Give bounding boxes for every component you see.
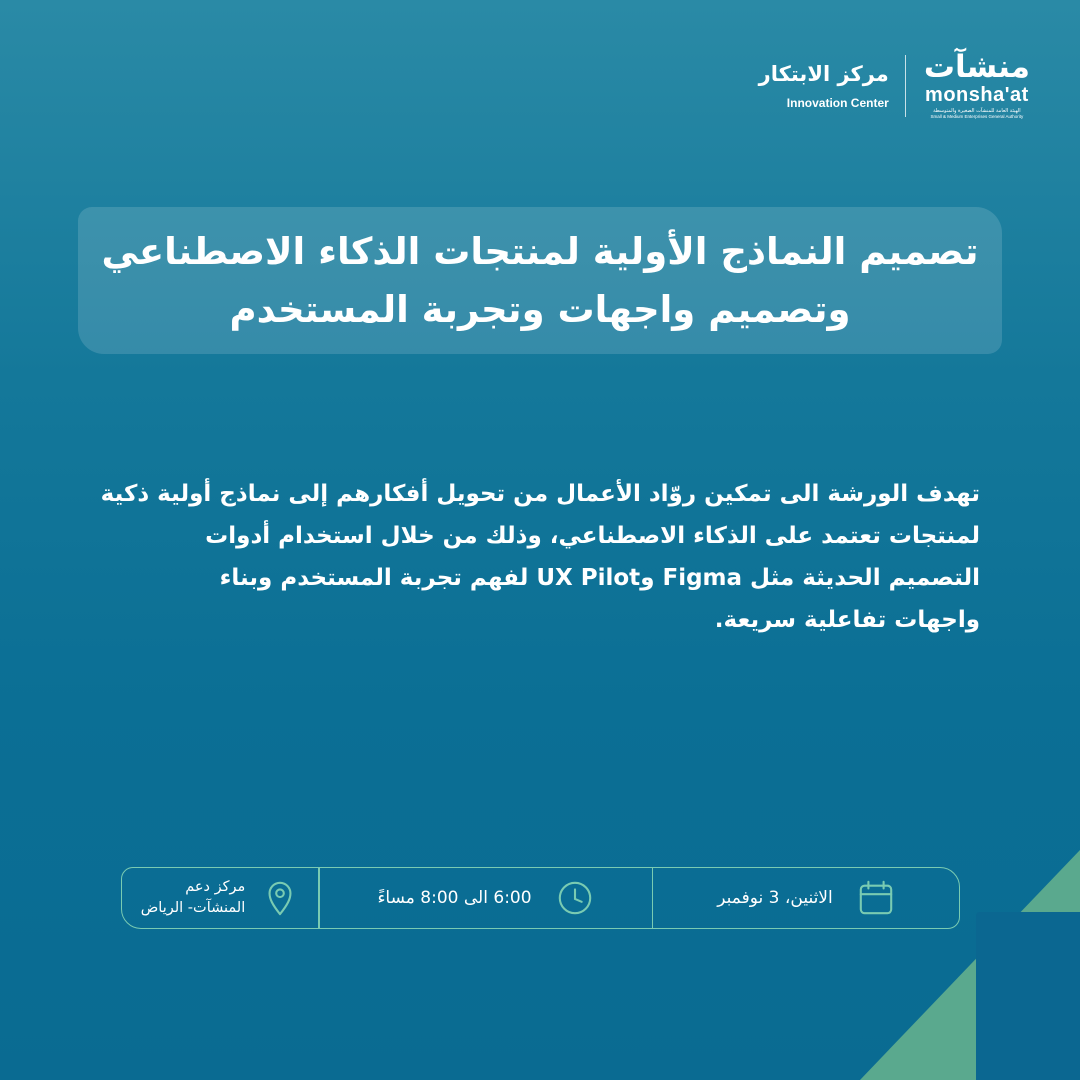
- monshaat-logo-english: monsha'at: [925, 84, 1029, 106]
- event-location-text: [141, 877, 245, 919]
- monshaat-subtitle-english: Small & Medium Enterprises General Authority: [930, 114, 1024, 119]
- title-box: [78, 207, 1002, 354]
- workshop-description: [100, 473, 980, 641]
- monshaat-logo: [923, 49, 1030, 119]
- workshop-title: [101, 223, 978, 339]
- event-location: [122, 868, 318, 928]
- description-line-2: لمنتجات تعتمد على الذكاء الاصطناعي، وذلك من خلال استخدام أدوات: [205, 523, 980, 549]
- event-time-text: 6:00 الى 8:00 مساءً: [377, 888, 532, 908]
- description-line-3: التصميم الحديثة مثل Figma وUX Pilot لفهم تجربة المستخدم وبناء: [219, 565, 980, 591]
- location-line-2: المنشآت- الرياض: [140, 900, 246, 916]
- location-pin-icon: [261, 879, 299, 917]
- decor-blue-square: [976, 912, 1080, 1080]
- event-info-bar: [121, 867, 960, 929]
- description-line-1: تهدف الورشة الى تمكين روّاد الأعمال من تحويل أفكارهم إلى نماذج أولية ذكية: [100, 481, 980, 507]
- logo-divider: [905, 55, 906, 117]
- monshaat-subtitle-arabic: الهيئة العامة للمنشآت الصغيرة والمتوسطة: [933, 108, 1021, 114]
- info-separator: [652, 868, 654, 928]
- innovation-center-logo: [759, 62, 889, 110]
- event-time: [320, 868, 652, 928]
- event-date-text: الاثنين، 3 نوفمبر: [717, 888, 833, 908]
- info-separator: [318, 868, 320, 928]
- location-line-1: مركز دعم: [185, 879, 246, 895]
- monshaat-logo-arabic: منشآت: [923, 49, 1030, 85]
- innovation-center-arabic: مركز الابتكار: [758, 61, 889, 86]
- title-line-1: تصميم النماذج الأولية لمنتجات الذكاء الاصطناعي: [101, 229, 979, 273]
- header-logos: [758, 49, 1030, 119]
- corner-decoration: [860, 830, 1080, 1080]
- clock-icon: [556, 879, 594, 917]
- innovation-center-english: Innovation Center: [786, 95, 889, 110]
- description-line-4: واجهات تفاعلية سريعة.: [714, 607, 980, 633]
- title-line-2: وتصميم واجهات وتجربة المستخدم: [229, 287, 851, 331]
